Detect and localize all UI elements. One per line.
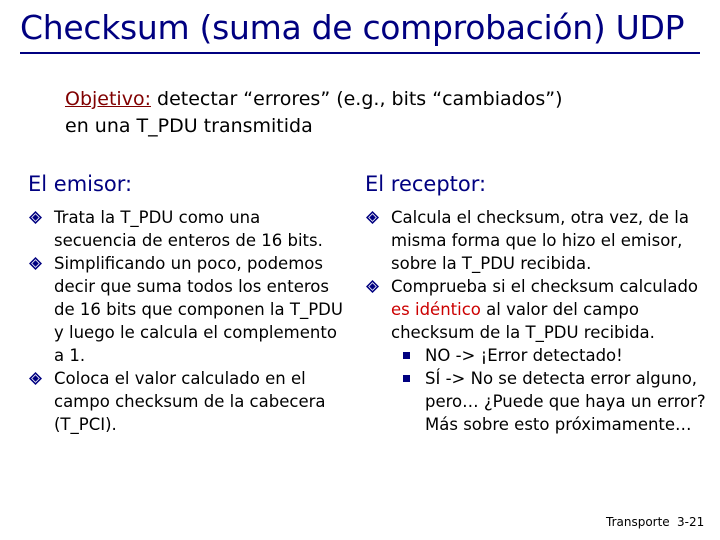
objective-line-2: en una T_PDU transmitida bbox=[65, 115, 313, 137]
receiver-bullet-text-start: Comprueba si el checksum calculado bbox=[391, 277, 699, 296]
square-bullet-icon bbox=[403, 352, 410, 359]
objective-line-1 bbox=[65, 86, 685, 113]
receiver-sub-item bbox=[401, 344, 715, 367]
receiver-bullet-list bbox=[365, 206, 715, 436]
highlighted-phrase: es idéntico bbox=[391, 300, 481, 319]
receiver-sub-item bbox=[401, 367, 715, 436]
diamond-icon bbox=[29, 257, 42, 270]
diamond-icon bbox=[366, 211, 379, 224]
receiver-sub-text: NO -> ¡Error detectado! bbox=[425, 346, 623, 365]
square-bullet-icon bbox=[403, 375, 410, 382]
receiver-column bbox=[365, 170, 715, 436]
receiver-bullet-item bbox=[365, 206, 715, 275]
objective-text bbox=[65, 86, 685, 140]
sender-bullet-text: Coloca el valor calculado en el campo checksum de la cabecera (T_PCI). bbox=[54, 369, 326, 434]
objective-label: Objetivo: bbox=[65, 88, 151, 110]
objective-line-1-text: detectar “errores” (e.g., bits “cambiados”) bbox=[150, 88, 563, 110]
footer-section-label: Transporte bbox=[606, 515, 670, 529]
sender-bullet-item bbox=[28, 252, 348, 367]
diamond-icon bbox=[29, 211, 42, 224]
sender-bullet-list bbox=[28, 206, 348, 436]
sender-bullet-item bbox=[28, 206, 348, 252]
footer-page-number: 3-21 bbox=[677, 515, 705, 529]
title-underline bbox=[20, 52, 700, 54]
sender-bullet-text: Simplificando un poco, podemos decir que suma todos los enteros de 16 bits que componen la T_PDU y luego le calcula el complemento a 1. bbox=[54, 254, 343, 365]
receiver-bullet-text-end: al valor del campo checksum de la T_PDU recibida. bbox=[391, 300, 655, 342]
sender-heading: El emisor: bbox=[28, 172, 133, 196]
receiver-sub-text: SÍ -> No se detecta error alguno, pero… ¿Puede que haya un error? Más sobre esto próximamente… bbox=[425, 369, 706, 434]
receiver-sub-list bbox=[391, 344, 715, 436]
slide-title: Checksum (suma de comprobación) UDP bbox=[20, 8, 685, 47]
sender-bullet-item bbox=[28, 367, 348, 436]
receiver-heading: El receptor: bbox=[365, 172, 487, 196]
sender-column bbox=[28, 170, 348, 436]
diamond-icon bbox=[366, 280, 379, 293]
receiver-bullet-text: Calcula el checksum, otra vez, de la misma forma que lo hizo el emisor, sobre la T_PDU recibida. bbox=[391, 208, 689, 273]
receiver-bullet-item bbox=[365, 275, 715, 436]
diamond-icon bbox=[29, 372, 42, 385]
sender-bullet-text: Trata la T_PDU como una secuencia de enteros de 16 bits. bbox=[54, 208, 323, 250]
